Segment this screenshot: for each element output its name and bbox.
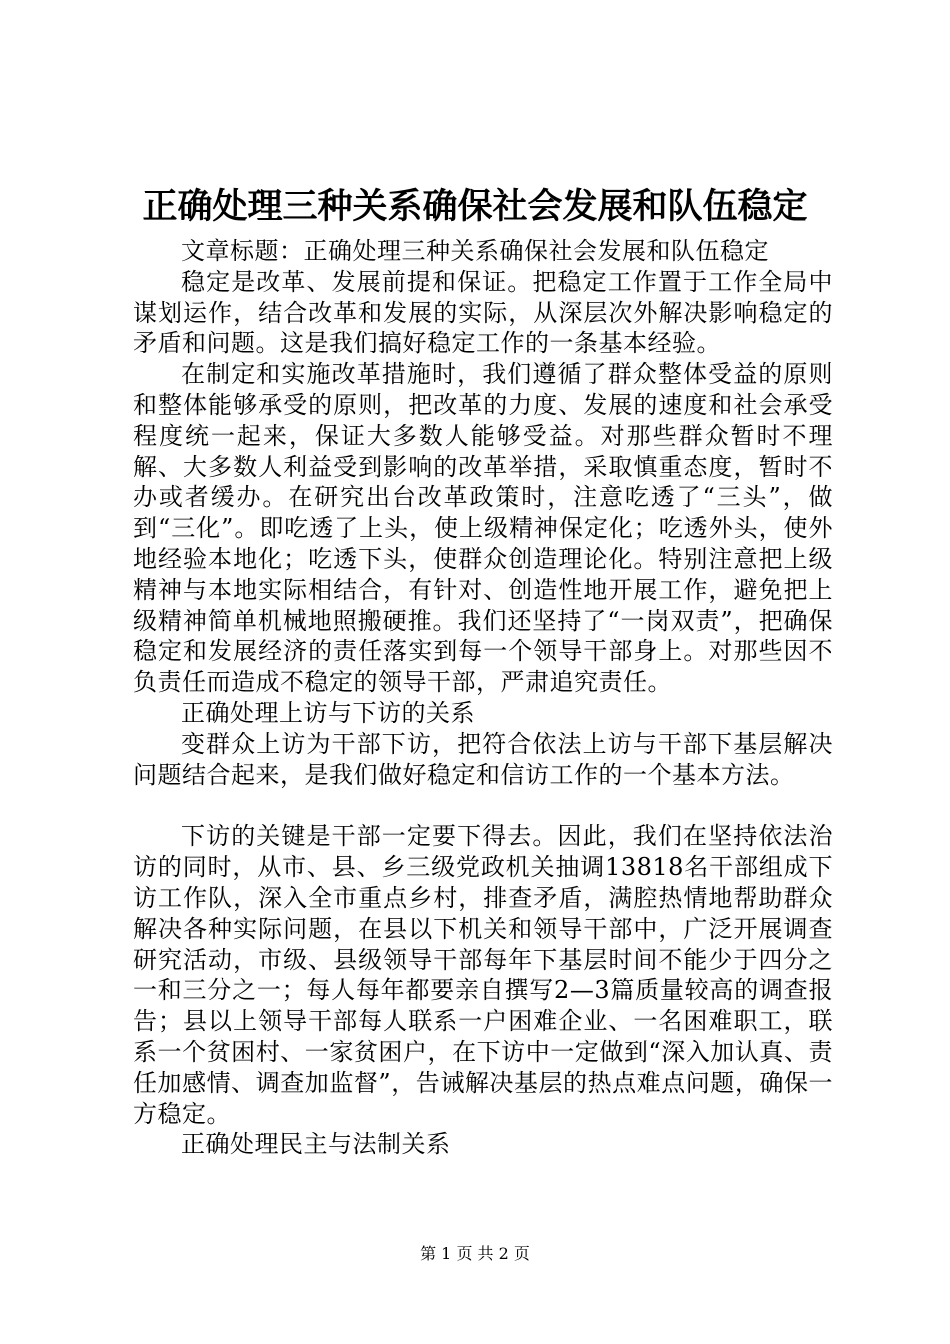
document-title: 正确处理三种关系确保社会发展和队伍稳定 xyxy=(142,186,808,227)
document-body xyxy=(133,236,833,1160)
article-title-line: 文章标题：正确处理三种关系确保社会发展和队伍稳定 xyxy=(181,237,769,265)
section-heading: 正确处理上访与下访的关系 xyxy=(181,698,475,727)
body-paragraph: 在制定和实施改革措施时，我们遵循了群众整体受益的原则和整体能够承受的原则，把改革的力度、发展的速度和社会承受程度统一起来，保证大多数人能够受益。对那些群众暂时不理解、大多数人利益受到影响的改革举措，采取慎重态度，暂时不办或者缓办。在研究出台改革政策时，注意吃透了“三头”，做到“三化”。即吃透了上头，使上级精神保定化；吃透外头，使外地经验本地化；吃透下头，使群众创造理论化。特别注意把上级精神与本地实际相结合，有针对、创造性地开展工作，避免把上级精神简单机械地照搬硬推。我们还坚持了“一岗双责”，把确保稳定和发展经济的责任落实到每一个领导干部身上。对那些因不负责任而造成不稳定的领导干部，严肃追究责任。 xyxy=(133,360,833,697)
body-paragraph: 下访的关键是干部一定要下得去。因此，我们在坚持依法治访的同时，从市、县、乡三级党政机关抽调13818名干部组成下访工作队，深入全市重点乡村，排查矛盾，满腔热情地帮助群众解决各种实际问题，在县以下机关和领导干部中，广泛开展调查研究活动，市级、县级领导干部每年下基层时间不能少于四分之一和三分之一；每人每年都要亲自撰写2—3篇质量较高的调查报告；县以上领导干部每人联系一户困难企业、一名困难职工，联系一个贫困村、一家贫困户，在下访中一定做到“深入加认真、责任加感情、调查加监督”，告诫解决基层的热点难点问题，确保一方稳定。 xyxy=(133,822,833,1128)
section-heading: 正确处理民主与法制关系 xyxy=(181,1130,451,1159)
body-paragraph: 稳定是改革、发展前提和保证。把稳定工作置于工作全局中谋划运作，结合改革和发展的实际，从深层次外解决影响稳定的矛盾和问题。这是我们搞好稳定工作的一条基本经验。 xyxy=(133,267,833,358)
body-paragraph: 变群众上访为干部下访，把符合依法上访与干部下基层解决问题结合起来，是我们做好稳定和信访工作的一个基本方法。 xyxy=(133,729,833,789)
page-number-footer: 第 1 页 共 2 页 xyxy=(420,1244,530,1263)
